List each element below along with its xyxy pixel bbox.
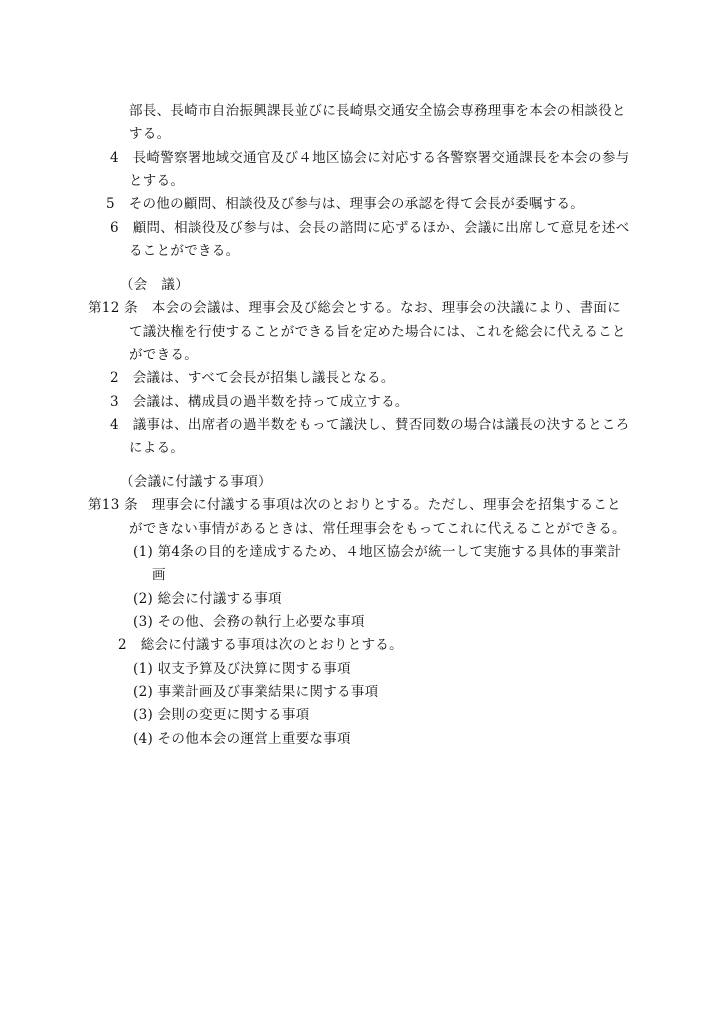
text-line: 4 議事は、出席者の過半数をもって議決し、賛否同数の場合は議長の決するところ [110, 417, 630, 433]
list-item: (3) 会則の変更に関する事項 [133, 707, 310, 723]
text-line: ることができる。 [129, 243, 240, 259]
text-line: する。 [129, 126, 171, 142]
list-item: (1) 収支予算及び決算に関する事項 [133, 661, 351, 677]
article-line: 第13 条 理事会に付議する事項は次のとおりとする。ただし、理事会を招集すること [88, 497, 621, 513]
text-line: 2 総会に付議する事項は次のとおりとする。 [118, 637, 403, 653]
text-line: 画 [152, 567, 166, 583]
text-line: 2 会議は、すべて会長が招集し議長となる。 [110, 370, 395, 386]
article-line: 第12 条 本会の会議は、理事会及び総会とする。なお、理事会の決議により、書面に [88, 300, 621, 316]
text-line: て議決権を行使することができる旨を定めた場合には、これを総会に代えること [129, 324, 626, 340]
list-item: (2) 事業計画及び事業結果に関する事項 [133, 684, 379, 700]
text-line: 5 その他の顧問、相談役及び参与は、理事会の承認を得て会長が委嘱する。 [106, 196, 585, 212]
section-heading: （会議に付議する事項） [120, 474, 272, 490]
list-item: (1) 第4条の目的を達成するため、４地区協会が統一して実施する具体的事業計 [133, 544, 622, 560]
section-heading: （会 議） [120, 277, 189, 293]
text-line: とする。 [129, 173, 185, 189]
text-line: ができる。 [129, 347, 198, 363]
list-item: (4) その他本会の運営上重要な事項 [133, 731, 351, 747]
text-line: 4 長崎警察署地域交通官及び４地区協会に対応する各警察署交通課長を本会の参与 [110, 150, 630, 166]
text-line: 6 顧問、相談役及び参与は、会長の諮問に応ずるほか、会議に出席して意見を述べ [110, 220, 630, 236]
text-line: による。 [129, 440, 185, 456]
list-item: (3) その他、会務の執行上必要な事項 [133, 614, 365, 630]
text-line: 3 会議は、構成員の過半数を持って成立する。 [110, 394, 409, 410]
list-item: (2) 総会に付議する事項 [133, 591, 282, 607]
text-line: ができない事情があるときは、常任理事会をもってこれに代えることができる。 [129, 521, 626, 537]
text-line: 部長、長崎市自治振興課長並びに長崎県交通安全協会専務理事を本会の相談役と [129, 103, 626, 119]
